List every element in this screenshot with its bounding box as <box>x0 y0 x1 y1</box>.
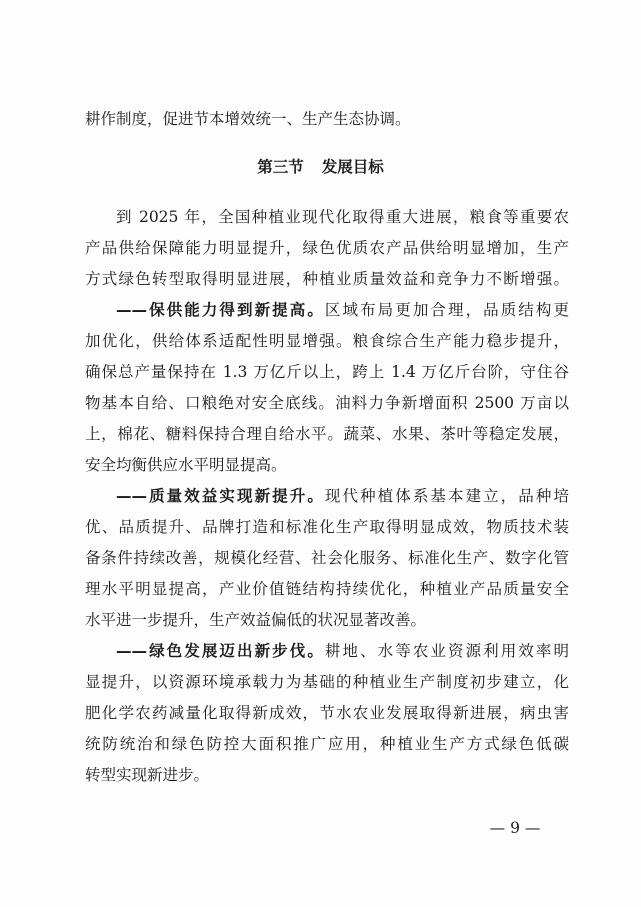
paragraph-2-line-3: 确保总产量保持在 1.3 万亿斤以上，跨上 1.4 万亿斤台阶，守住谷 <box>85 363 569 381</box>
paragraph-2-line-4: 物基本自给、口粮绝对安全底线。油料力争新增面积 2500 万亩以 <box>85 394 569 412</box>
paragraph-3-line-3: 备条件持续改善，规模化经营、社会化服务、标准化生产、数字化管 <box>85 549 569 567</box>
paragraph-3-line-1-rest: 现代种植体系基本建立，品种培 <box>324 487 569 505</box>
paragraph-4-line-4: 统防统治和绿色防控大面积推广应用，种植业生产方式绿色低碳 <box>85 735 569 753</box>
paragraph-2-line-1 <box>116 300 569 320</box>
paragraph-4-line-5: 转型实现新进步。 <box>85 766 210 784</box>
paragraph-3-line-5: 水平进一步提升，生产效益偏低的状况显著改善。 <box>85 611 427 629</box>
section-number: 第三节 <box>257 158 304 176</box>
paragraph-4-line-1-rest: 耕地、水等农业资源利用效率明 <box>324 642 569 660</box>
page-number: — 9 — <box>489 819 541 837</box>
paragraph-2-line-1-rest: 区域布局更加合理，品质结构更 <box>324 301 569 319</box>
section-title: 发展目标 <box>321 158 384 176</box>
paragraph-2-line-6: 安全均衡供应水平明显提高。 <box>85 456 287 474</box>
paragraph-4-line-1 <box>116 641 569 661</box>
paragraph-1-line-2: 产品供给保障能力明显提升，绿色优质农产品供给明显增加，生产 <box>85 239 569 257</box>
paragraph-4-line-3: 肥化学农药减量化取得新成效，节水农业发展取得新进展，病虫害 <box>85 704 569 722</box>
paragraph-3-line-1 <box>116 486 569 506</box>
paragraph-2-lead: ——保供能力得到新提高。 <box>116 301 325 319</box>
paragraph-3-line-2: 优、品质提升、品牌打造和标准化生产取得明显成效，物质技术装 <box>85 518 569 536</box>
intro-line: 耕作制度，促进节本增效统一、生产生态协调。 <box>85 110 411 128</box>
paragraph-1-line-1: 到 2025 年，全国种植业现代化取得重大进展，粮食等重要农 <box>116 208 569 226</box>
paragraph-1-line-3: 方式绿色转型取得明显进展，种植业质量效益和竞争力不断增强。 <box>85 270 569 288</box>
paragraph-4-lead: ——绿色发展迈出新步伐。 <box>116 642 325 660</box>
paragraph-2-line-2: 加优化，供给体系适配性明显增强。粮食综合生产能力稳步提升， <box>85 332 569 350</box>
paragraph-2-line-5: 上，棉花、糖料保持合理自给水平。蔬菜、水果、茶叶等稳定发展， <box>85 425 569 443</box>
paragraph-3-lead: ——质量效益实现新提升。 <box>116 487 325 505</box>
paragraph-4-line-2: 显提升，以资源环境承载力为基础的种植业生产制度初步建立，化 <box>85 673 569 691</box>
paragraph-3-line-4: 理水平明显提高，产业价值链结构持续优化，种植业产品质量安全 <box>85 580 569 598</box>
section-heading <box>0 157 641 177</box>
